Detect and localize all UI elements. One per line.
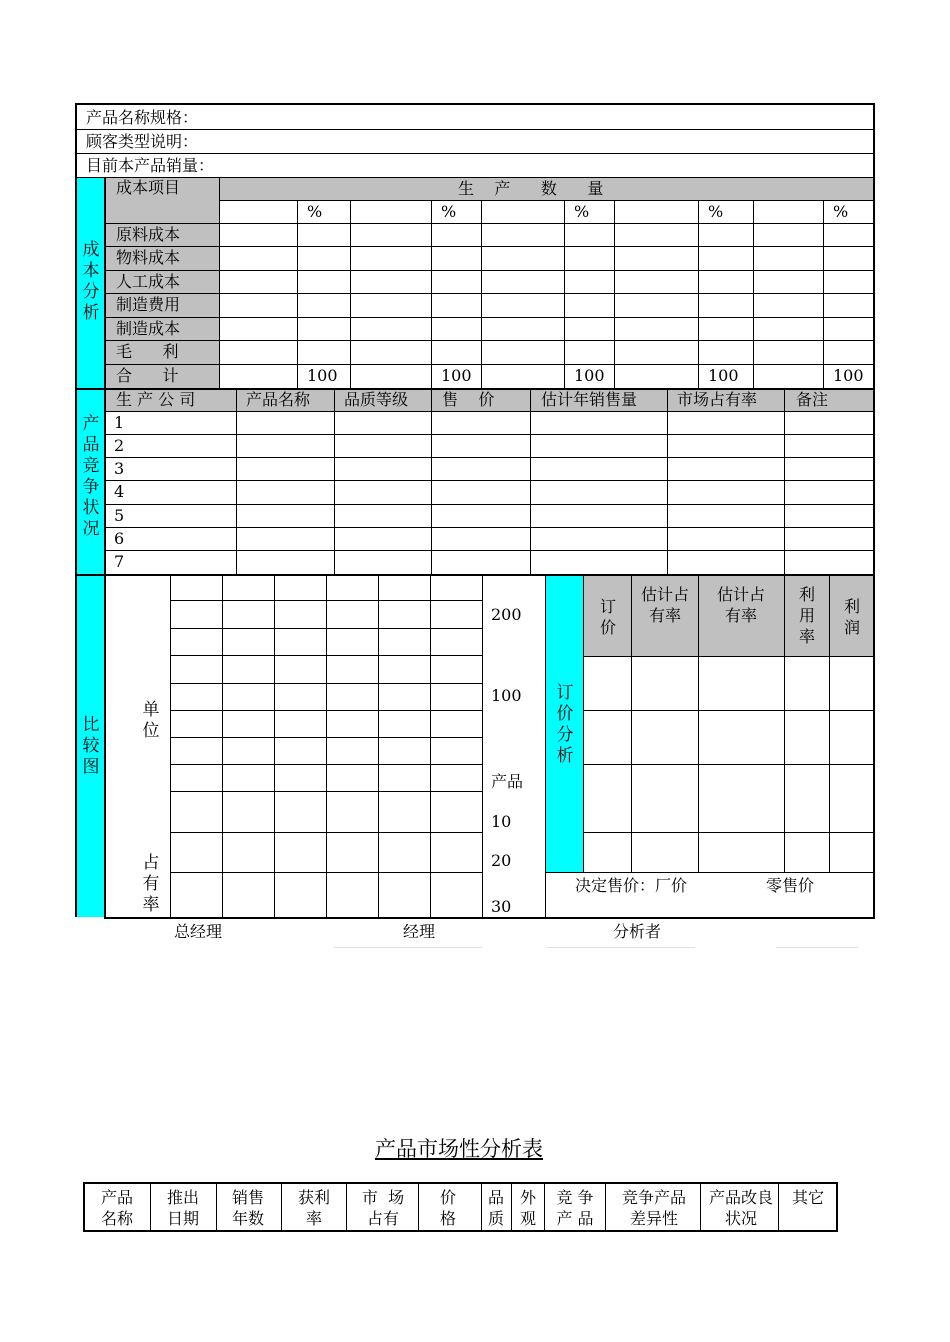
signature-line (547, 947, 695, 948)
percent-label: % (574, 202, 590, 221)
signature-manager: 经理 (403, 922, 436, 941)
cost-item-header: 成本项目 (116, 178, 181, 197)
competition-row-number: 5 (114, 506, 125, 525)
signature-line (776, 947, 858, 948)
competition-header: 售 价 (442, 390, 495, 409)
cost-item: 物料成本 (116, 248, 181, 267)
cost-item: 合 计 (116, 366, 179, 385)
market-header: 其它 (791, 1188, 824, 1207)
product-name-spec-label: 产品名称规格： (86, 108, 199, 127)
competition-header: 生 产 公 司 (116, 390, 196, 409)
percent-label: % (708, 202, 724, 221)
pricing-header-share: 估计占有率 (716, 585, 765, 625)
market-header: 价格 (439, 1188, 456, 1228)
comparison-side-label: 比较图 (82, 715, 100, 777)
cost-item: 毛 利 (116, 342, 179, 361)
competition-row-number: 3 (114, 459, 125, 478)
cost-item: 制造成本 (116, 319, 181, 338)
signature-analyst: 分析者 (613, 922, 662, 941)
percent-label: % (833, 202, 849, 221)
market-header: 获利率 (297, 1188, 330, 1228)
market-header: 竞 争产 品 (556, 1188, 594, 1228)
market-header: 市 场占有 (361, 1188, 405, 1228)
competition-header: 估计年销售量 (541, 390, 638, 409)
share-label: 占有率 (142, 853, 160, 915)
form-bottom-line (104, 917, 875, 919)
axis-value: 100 (491, 686, 522, 705)
pricing-header-price: 订价 (599, 597, 616, 637)
customer-type-label: 顾客类型说明： (86, 132, 199, 151)
market-header: 推出日期 (166, 1188, 199, 1228)
axis-value: 产品 (491, 772, 524, 791)
decided-price-label: 决定售价：厂价 (575, 876, 688, 895)
total-value: 100 (307, 366, 338, 385)
market-header: 产品名称 (100, 1188, 133, 1228)
signature-general-manager: 总经理 (174, 922, 223, 941)
total-value: 100 (833, 366, 864, 385)
market-table-title: 产品市场性分析表 (375, 1137, 543, 1161)
axis-value: 30 (491, 897, 512, 916)
axis-value: 200 (491, 605, 522, 624)
competition-header: 产品名称 (246, 390, 311, 409)
market-header: 外观 (519, 1188, 536, 1228)
competition-row-number: 7 (114, 552, 125, 571)
total-value: 100 (574, 366, 605, 385)
current-sales-label: 目前本产品销量： (86, 156, 215, 175)
competition-row-number: 6 (114, 529, 125, 548)
pricing-header-utilization: 利用率 (798, 585, 815, 646)
pricing-side-label: 订价分析 (556, 683, 574, 766)
percent-label: % (307, 202, 323, 221)
cost-analysis-side-label: 成本分析 (82, 240, 100, 323)
cost-item: 制造费用 (116, 295, 181, 314)
axis-value: 20 (491, 851, 512, 870)
market-header: 竞争产品差异性 (621, 1188, 686, 1228)
market-header: 销售年数 (231, 1188, 264, 1228)
competition-header: 备注 (796, 390, 829, 409)
quantity-header: 生 产 数 量 (458, 179, 604, 198)
market-header: 产品改良状况 (709, 1188, 774, 1228)
market-header: 品质 (487, 1188, 504, 1228)
competition-header: 品质等级 (344, 390, 409, 409)
unit-label: 单位 (142, 700, 160, 741)
total-value: 100 (441, 366, 472, 385)
pricing-header-profit: 利润 (843, 597, 860, 637)
form-frame (75, 103, 875, 917)
pricing-header-share: 估计占有率 (640, 585, 689, 625)
signature-line (334, 947, 482, 948)
cost-item: 人工成本 (116, 272, 181, 291)
competition-row-number: 2 (114, 436, 125, 455)
retail-price-label: 零售价 (766, 876, 815, 895)
cost-item: 原料成本 (116, 225, 181, 244)
axis-value: 10 (491, 812, 512, 831)
percent-label: % (441, 202, 457, 221)
competition-header: 市场占有率 (677, 390, 758, 409)
competition-row-number: 4 (114, 482, 125, 501)
competition-row-number: 1 (114, 413, 125, 432)
total-value: 100 (708, 366, 739, 385)
competition-side-label: 产品竞争状况 (82, 414, 100, 539)
